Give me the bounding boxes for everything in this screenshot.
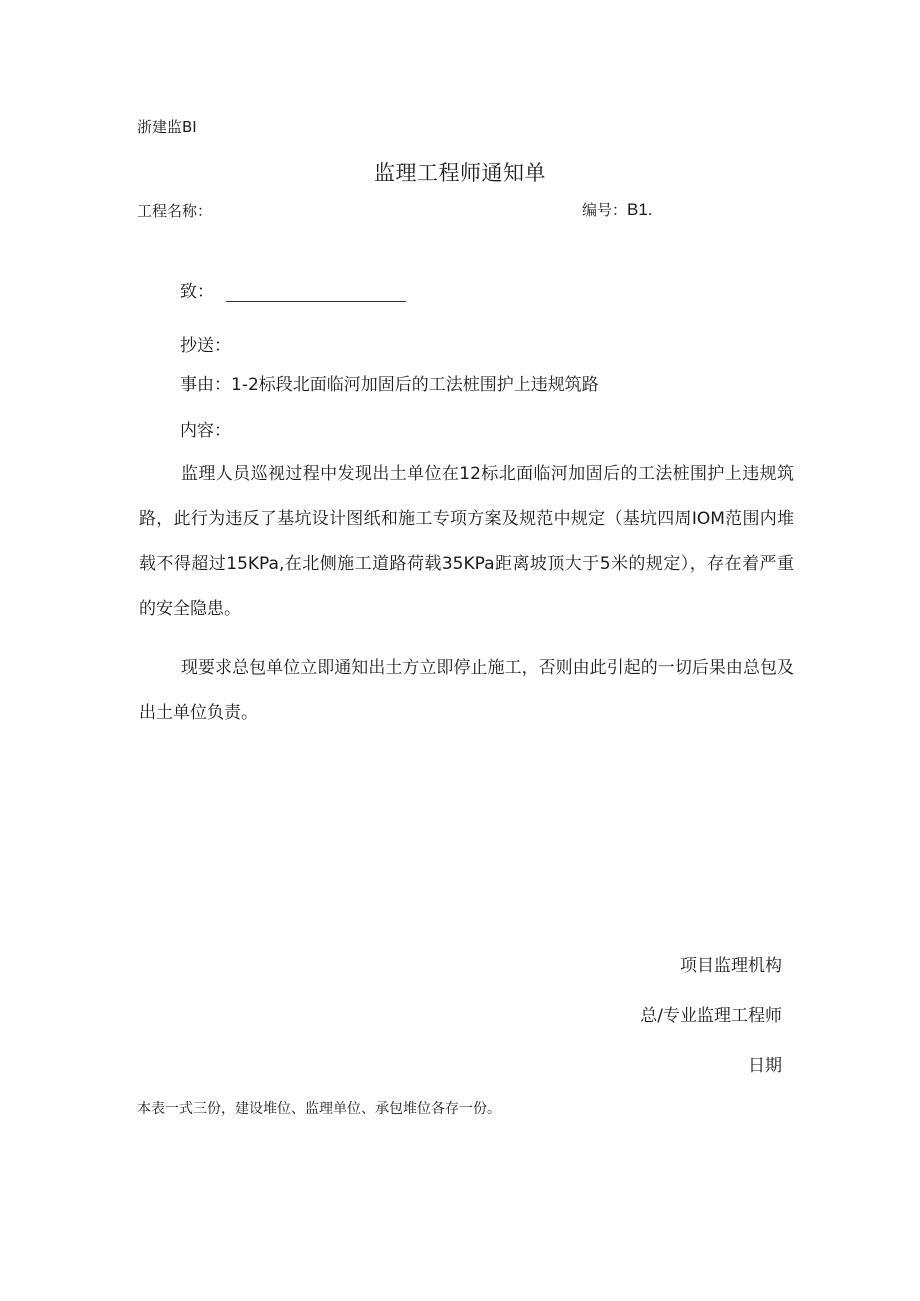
document-title: 监理工程师通知单 xyxy=(374,161,546,185)
content-label: 内容： xyxy=(180,421,231,441)
content-paragraph: 监理人员巡视过程中发现出土单位在12标北面临河加固后的工法桩围护上违规筑路，此行为违反了基坑设计图纸和施工专项方案及规范中规定（基坑四周IOM范围内堆载不得超过15KPa,在北侧施工道路荷载35KPa距离坡顶大于5米的规定），存在着严重的安全隐患。 xyxy=(139,464,794,619)
recipient-label: 致： xyxy=(180,282,214,302)
subject-label: 事由： xyxy=(180,375,231,395)
content-paragraph: 现要求总包单位立即通知出土方立即停止施工，否则由此引起的一切后果由总包及出土单位负责。 xyxy=(139,658,794,723)
serial-number xyxy=(582,199,653,220)
form-code: 浙建监BI xyxy=(137,118,197,136)
cc-label: 抄送： xyxy=(180,336,231,356)
signature-engineer: 总/专业监理工程师 xyxy=(640,1006,782,1026)
recipient-line xyxy=(180,277,406,302)
project-name-label: 工程名称： xyxy=(137,202,213,220)
serial-label: 编号： xyxy=(582,201,628,219)
signature-org: 项目监理机构 xyxy=(680,956,782,976)
subject-line xyxy=(180,370,599,395)
serial-value: B1. xyxy=(627,200,653,219)
recipient-blank xyxy=(226,283,406,302)
footer-note: 本表一式三份，建设堆位、监理单位、承包堆位各存一份。 xyxy=(137,1101,501,1117)
signature-date: 日期 xyxy=(748,1056,782,1076)
subject-value: 1-2标段北面临河加固后的工法桩围护上违规筑路 xyxy=(231,375,599,395)
